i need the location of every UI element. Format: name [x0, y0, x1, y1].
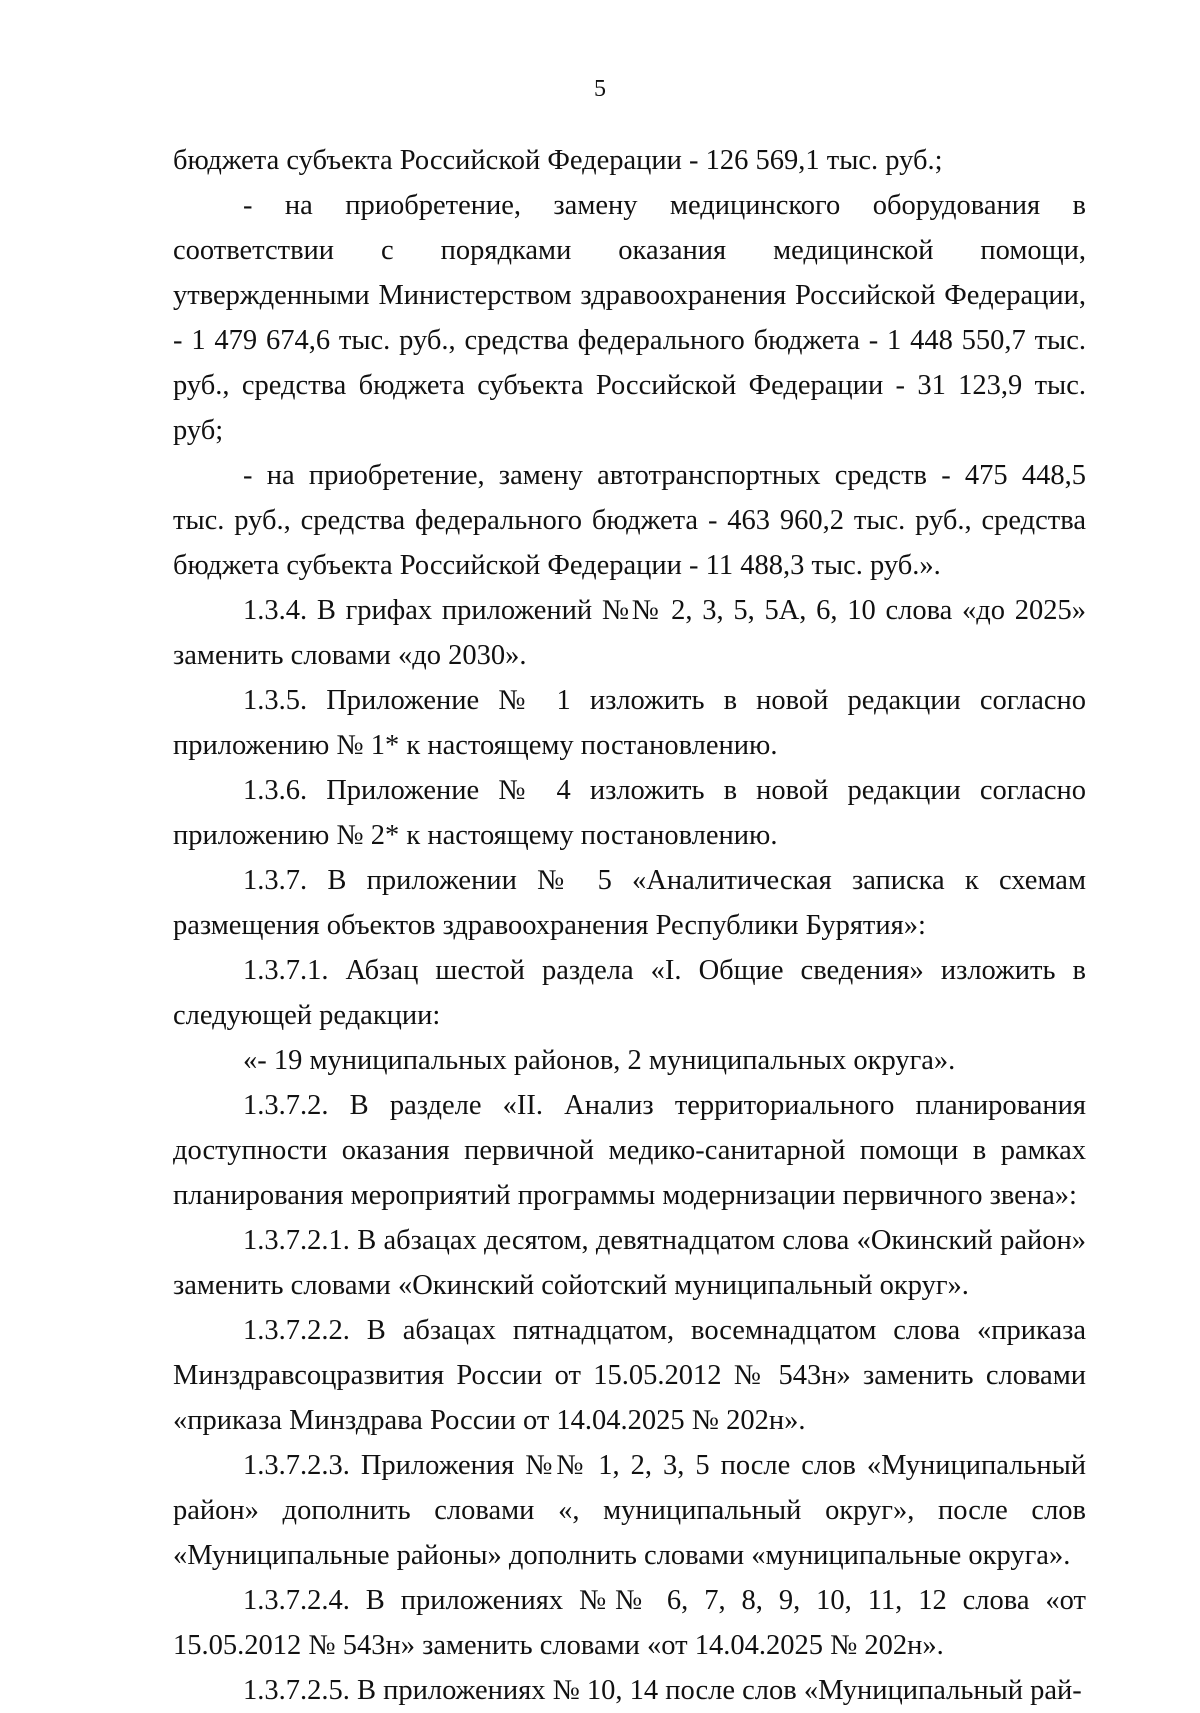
paragraph-1-3-7: 1.3.7. В приложении № 5 «Аналитическая записка к схемам размещения объектов здравоохранения Республики Бурятия»: — [173, 865, 1086, 941]
paragraph-1-3-7-1: 1.3.7.1. Абзац шестой раздела «I. Общие сведения» изложить в следующей редакции: — [173, 955, 1086, 1031]
paragraph-1-3-6: 1.3.6. Приложение № 4 изложить в новой редакции согласно приложению № 2* к настоящему постановлению. — [173, 775, 1086, 851]
paragraph-1-3-5: 1.3.5. Приложение № 1 изложить в новой редакции согласно приложению № 1* к настоящему постановлению. — [173, 685, 1086, 761]
paragraph-1-3-7-2-2: 1.3.7.2.2. В абзацах пятнадцатом, восемнадцатом слова «приказа Минздравсоцразвития России от 15.05.2012 № 543н» заменить словами «приказа Минздрава России от 14.04.2025 № 202н». — [173, 1315, 1086, 1436]
paragraph-1-3-7-2-1: 1.3.7.2.1. В абзацах десятом, девятнадцатом слова «Окинский район» заменить словами «Окинский сойотский муниципальный округ». — [173, 1225, 1086, 1301]
page-number: 5 — [594, 76, 606, 102]
paragraph-medical-equipment: - на приобретение, замену медицинского оборудования в соответствии с порядками оказания медицинской помощи, утвержденными Министерством здравоохранения Российской Федерации, - 1 479 674,6 тыс. руб., средства федерального бюджета - 1 448 550,7 тыс. руб., средства бюджета субъекта Российской Федерации - 31 123,9 тыс. руб; — [173, 190, 1086, 446]
paragraph-1-3-7-2-5: 1.3.7.2.5. В приложениях № 10, 14 после слов «Муниципальный рай- — [243, 1675, 1082, 1706]
paragraph-vehicles: - на приобретение, замену автотранспортных средств - 475 448,5 тыс. руб., средства федерального бюджета - 463 960,2 тыс. руб., средства бюджета субъекта Российской Федерации - 11 488,3 тыс. руб.». — [173, 460, 1086, 581]
paragraph-1-3-7-2-4: 1.3.7.2.4. В приложениях №№ 6, 7, 8, 9, 10, 11, 12 слова «от 15.05.2012 № 543н» заменить словами «от 14.04.2025 № 202н». — [173, 1585, 1086, 1661]
document-body — [173, 138, 1086, 1713]
paragraph-1-3-4: 1.3.4. В грифах приложений №№ 2, 3, 5, 5А, 6, 10 слова «до 2025» заменить словами «до 2030». — [173, 595, 1086, 671]
paragraph-1-3-7-2-3: 1.3.7.2.3. Приложения №№ 1, 2, 3, 5 после слов «Муниципальный район» дополнить словами «, муниципальный округ», после слов «Муниципальные районы» дополнить словами «муниципальные округа». — [173, 1450, 1086, 1571]
paragraph-quote-districts: «- 19 муниципальных районов, 2 муниципальных округа». — [243, 1045, 956, 1076]
paragraph-continuation: бюджета субъекта Российской Федерации - 126 569,1 тыс. руб.; — [173, 145, 943, 176]
paragraph-1-3-7-2: 1.3.7.2. В разделе «II. Анализ территориального планирования доступности оказания первичной медико-санитарной помощи в рамках планирования мероприятий программы модернизации первичного звена»: — [173, 1090, 1086, 1211]
